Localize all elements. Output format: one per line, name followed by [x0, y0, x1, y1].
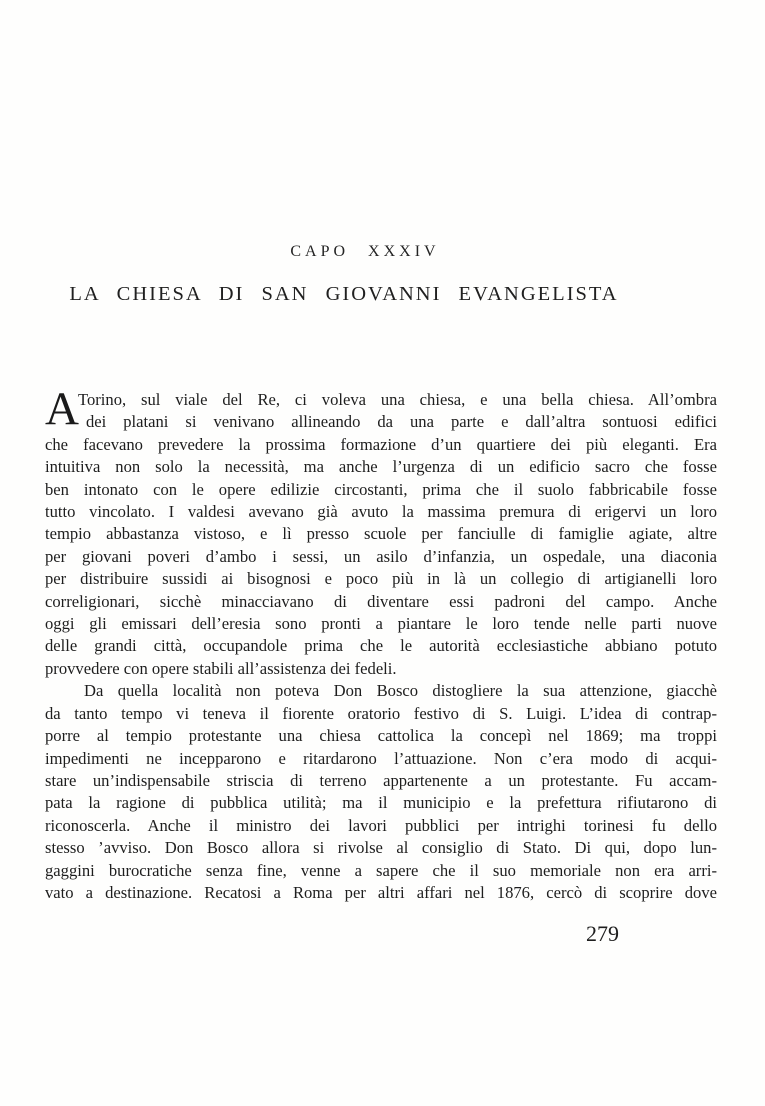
text-line: stesso ’avviso. Don Bosco allora si rivolse al consiglio di Stato. Di qui, dopo lun-: [45, 838, 717, 858]
text-line: intuitiva non solo la necessità, ma anche l’urgenza di un edificio sacro che fosse: [45, 457, 717, 477]
text-line: stare un’indispensabile striscia di terreno appartenente a un protestante. Fu accam-: [45, 770, 717, 790]
text-line: Torino, sul viale del Re, ci voleva una chiesa, e una bella chiesa. All’ombra: [78, 390, 717, 409]
text-line: riconoscerla. Anche il ministro dei lavori pubblici per intrighi torinesi fu dello: [45, 815, 717, 835]
text-line: provvedere con opere stabili all’assistenza dei fedeli.: [45, 658, 397, 678]
text-line: tempio abbastanza vistoso, e lì presso scuole per fanciulle di famiglie agiate, altre: [45, 524, 717, 544]
text-line: gaggini burocratiche senza fine, venne a sapere che il suo memoriale non era arri-: [45, 860, 717, 880]
page-title: LA CHIESA DI SAN GIOVANNI EVANGELISTA: [69, 283, 619, 305]
text-line: correligionari, sicchè minacciavano di diventare essi padroni del campo. Anche: [45, 591, 717, 611]
text-line: impedimenti ne incepparono e ritardarono l’attuazione. Non c’era modo di acqui-: [45, 748, 717, 768]
text-line: oggi gli emissari dell’eresia sono pronti a piantare le loro tende nelle parti nuove: [45, 614, 717, 634]
text-line: vato a destinazione. Recatosi a Roma per altri affari nel 1876, cercò di scoprire dove: [45, 882, 717, 902]
chapter-heading: CAPO XXXIV: [290, 243, 440, 260]
text-line: che facevano prevedere la prossima formazione d’un quartiere dei più eleganti. Era: [45, 434, 717, 454]
body-text: [45, 383, 717, 904]
text-line: dei platani si venivano allineando da una parte e dall’altra sontuosi edifici: [86, 412, 717, 432]
text-line: Da quella località non poteva Don Bosco distogliere la sua attenzione, giacchè: [84, 681, 717, 701]
text-line: porre al tempio protestante una chiesa cattolica la concepì nel 1869; ma troppi: [45, 726, 717, 746]
page-number: 279: [586, 921, 619, 946]
text-line: per distribuire sussidi ai bisognosi e poco più in là un collegio di artigianelli loro: [45, 569, 717, 589]
paragraph-1: [45, 383, 717, 680]
text-line: da tanto tempo vi teneva il fiorente oratorio festivo di S. Luigi. L’idea di contrap-: [45, 703, 717, 723]
text-line: pata la ragione di pubblica utilità; ma il municipio e la prefettura rifiutarono di: [45, 793, 717, 813]
text-line: tutto vincolato. I valdesi avevano già avuto la massima premura di erigervi un loro: [45, 502, 717, 522]
paragraph-2: [45, 680, 717, 904]
drop-cap: A: [45, 383, 79, 435]
text-line: delle grandi città, occupandole prima che le autorità ecclesiastiche abbiano potuto: [45, 636, 717, 656]
text-line: ben intonato con le opere edilizie circostanti, prima che il suolo fabbricabile fosse: [45, 479, 717, 499]
text-line: per giovani poveri d’ambo i sessi, un asilo d’infanzia, un ospedale, una diaconia: [45, 546, 717, 566]
